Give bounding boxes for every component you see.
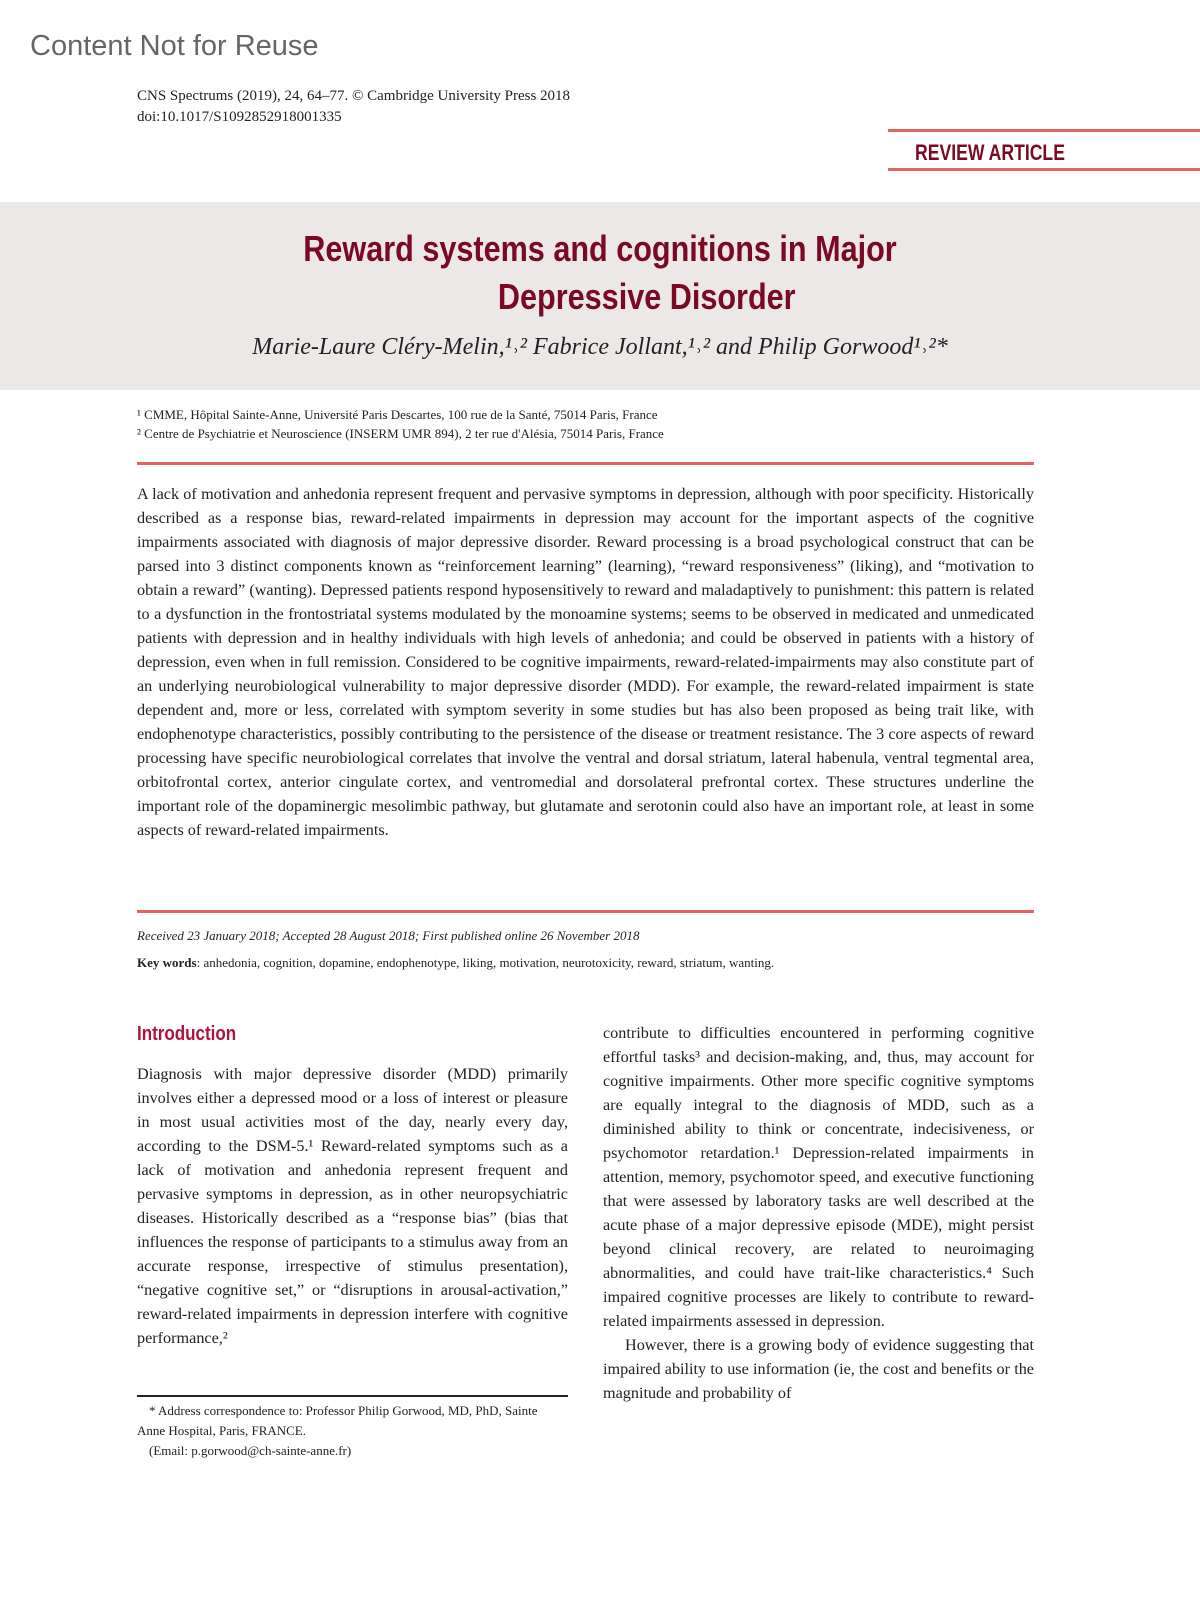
authors: Marie-Laure Cléry-Melin,¹˒² Fabrice Jollant,¹˒² and Philip Gorwood¹˒²* bbox=[252, 334, 948, 360]
abstract: A lack of motivation and anhedonia represent frequent and pervasive symptoms in depression, although with poor specificity. Historically described as a response bias, reward-related impairments in depression may account for the important aspects of the cognitive impairments associated with diagnosis of major depressive disorder. Reward processing is a broad psychological construct that can be parsed into 3 distinct components known as “reinforcement learning” (learning), “reward responsiveness” (liking), and “motivation to obtain a reward” (wanting). Depressed patients respond hyposensitively to reward and maladaptively to punishment: this pattern is related to a dysfunction in the frontostriatal systems modulated by the monoamine systems; seems to be observed in medicated and unmedicated patients with depression and in healthy individuals with high levels of anhedonia; and could be observed in patients with a history of depression, even when in full remission. Considered to be cognitive impairments, reward-related-impairments may also constitute part of an underlying neurobiological vulnerability to major depressive disorder (MDD). For example, the reward-related impairment is state dependent and, more or less, correlated with symptom severity in some studies but has also been proposed as being trait like, with endophenotype characteristics, possibly contributing to the persistence of the disease or treatment resistance. The 3 core aspects of reward processing have specific neurobiological correlates that involve the ventral and dorsal striatum, lateral habenula, ventral tegmental area, orbitofrontal cortex, anterior cingulate cortex, and ventromedial and dorsolateral prefrontal cortex. These structures underline the important role of the dopaminergic mesolimbic pathway, but glutamate and serotonin could also have an important role, at least in some aspects of reward-related impairments. bbox=[137, 485, 1034, 839]
paragraph: However, there is a growing body of evidence suggesting that impaired ability to use information (ie, the cost and benefits or the magnitude and probability of bbox=[603, 1336, 1034, 1402]
divider bbox=[137, 462, 1034, 465]
paragraph: contribute to difficulties encountered in performing cognitive effortful tasks³ and decision-making, and, thus, may account for cognitive impairments. Other more specific cognitive symptoms are equally integral to the diagnosis of MDD, such as a diminished ability to think or concentrate, indecisiveness, or psychomotor retardation.¹ Depression-related impairments in attention, memory, psychomotor speed, and executive functioning that were assessed by laboratory tasks are well described at the acute phase of a major depressive episode (MDE), might persist beyond clinical recovery, are related to neuroimaging abnormalities, and could have trait-like characteristics.⁴ Such impaired cognitive processes are likely to contribute to reward-related impairments assessed in depression. bbox=[603, 1024, 1034, 1330]
footnote-email: (Email: p.gorwood@ch-sainte-anne.fr) bbox=[149, 1443, 352, 1458]
watermark: Content Not for Reuse bbox=[30, 30, 319, 62]
publication-dates: Received 23 January 2018; Accepted 28 August 2018; First published online 26 November 2018 bbox=[137, 928, 640, 943]
body-column-right bbox=[603, 1021, 1034, 1405]
keywords-list: : anhedonia, cognition, dopamine, endophenotype, liking, motivation, neurotoxicity, reward, striatum, wanting. bbox=[196, 955, 775, 970]
keywords-label: Key words bbox=[137, 955, 197, 970]
citation: CNS Spectrums (2019), 24, 64–77. © Cambridge University Press 2018 bbox=[137, 88, 571, 104]
divider bbox=[137, 910, 1034, 913]
paragraph: Diagnosis with major depressive disorder (MDD) primarily involves either a depressed mood or a loss of interest or pleasure in most usual activities most of the day, nearly every day, according to the DSM-5.¹ Reward-related symptoms such as a lack of motivation and anhedonia represent frequent and pervasive symptoms in depression, as in other neuropsychiatric diseases. Historically described as a “response bias” (bias that influences the response of participants to a stimulus away from an accurate response, irrespective of stimulus presentation), “negative cognitive set,” or “disruptions in arousal-activation,” reward-related impairments in depression interfere with cognitive performance,² bbox=[137, 1065, 568, 1347]
correspondence-footnote bbox=[137, 1395, 568, 1461]
title-line: Reward systems and cognitions in Major bbox=[303, 228, 897, 269]
journal-info bbox=[137, 86, 570, 128]
section-heading: Introduction bbox=[137, 1023, 237, 1045]
footnote-address: * Address correspondence to: Professor Philip Gorwood, MD, PhD, Sainte Anne Hospital, Paris, FRANCE. bbox=[137, 1403, 538, 1438]
divider bbox=[888, 168, 1200, 171]
doi: doi:10.1017/S1092852918001335 bbox=[137, 109, 342, 125]
article-type: REVIEW ARTICLE bbox=[915, 140, 1065, 165]
article-title bbox=[90, 225, 1110, 321]
affiliation: ² Centre de Psychiatrie et Neuroscience (INSERM UMR 894), 2 ter rue d'Alésia, 75014 Paris, France bbox=[137, 426, 664, 441]
divider bbox=[888, 129, 1200, 132]
affiliations bbox=[137, 405, 664, 443]
title-line: Depressive Disorder bbox=[497, 276, 796, 317]
keywords bbox=[137, 955, 774, 971]
body-column-left bbox=[137, 1062, 568, 1350]
affiliation: ¹ CMME, Hôpital Sainte-Anne, Université Paris Descartes, 100 rue de la Santé, 75014 Paris, France bbox=[137, 407, 658, 422]
